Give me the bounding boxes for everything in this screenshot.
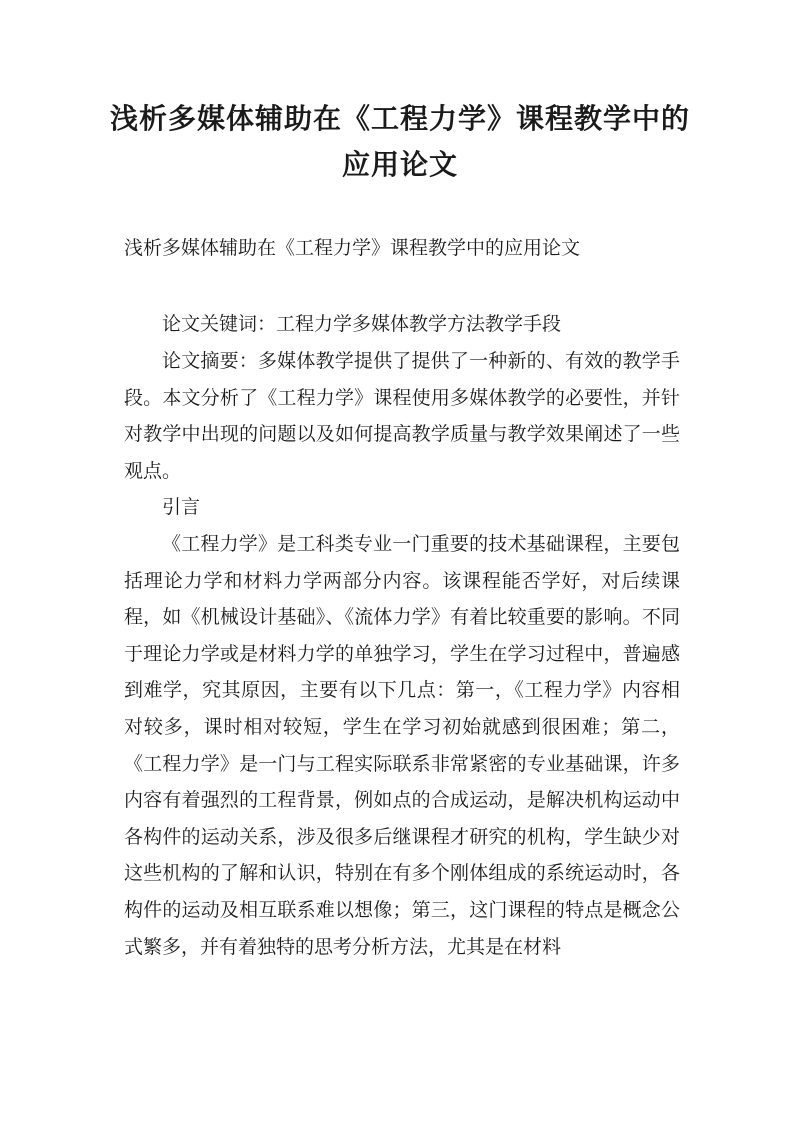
keywords-paragraph: 论文关键词：工程力学多媒体教学方法教学手段 xyxy=(162,313,562,335)
body-paragraph: 《工程力学》是工科类专业一门重要的技术基础课程，主要包括理论力学和材料力学两部分内容。该课程能否学好，对后续课程，如《机械设计基础》、《流体力学》有着比较重要的影响。不同于理论力学或是材料力学的单独学习，学生在学习过程中，普遍感到难学，究其原因，主要有以下几点：第一，《工程力学》内容相对较多，课时相对较短，学生在学习初始就感到很困难；第二，《工程力学》是一门与工程实际联系非常紧密的专业基础课，许多内容有着强烈的工程背景，例如点的合成运动，是解决机构运动中各构件的运动关系，涉及很多后继课程才研究的机构，学生缺少对这些机构的了解和认识，特别在有多个刚体组成的系统运动时，各构件的运动及相互联系难以想像；第三，这门课程的特点是概念公式繁多，并有着独特的思考分析方法，尤其是在材料 xyxy=(124,533,680,958)
intro-heading: 引言 xyxy=(162,496,201,518)
document-title: 浅析多媒体辅助在《工程力学》课程教学中的应用论文 xyxy=(109,102,690,181)
abstract-paragraph: 论文摘要：多媒体教学提供了提供了一种新的、有效的教学手段。本文分析了《工程力学》课程使用多媒体教学的必要性，并针对教学中出现的问题以及如何提高教学质量与教学效果阐述了一些观点。 xyxy=(124,350,680,482)
document-subtitle: 浅析多媒体辅助在《工程力学》课程教学中的应用论文 xyxy=(124,237,581,259)
